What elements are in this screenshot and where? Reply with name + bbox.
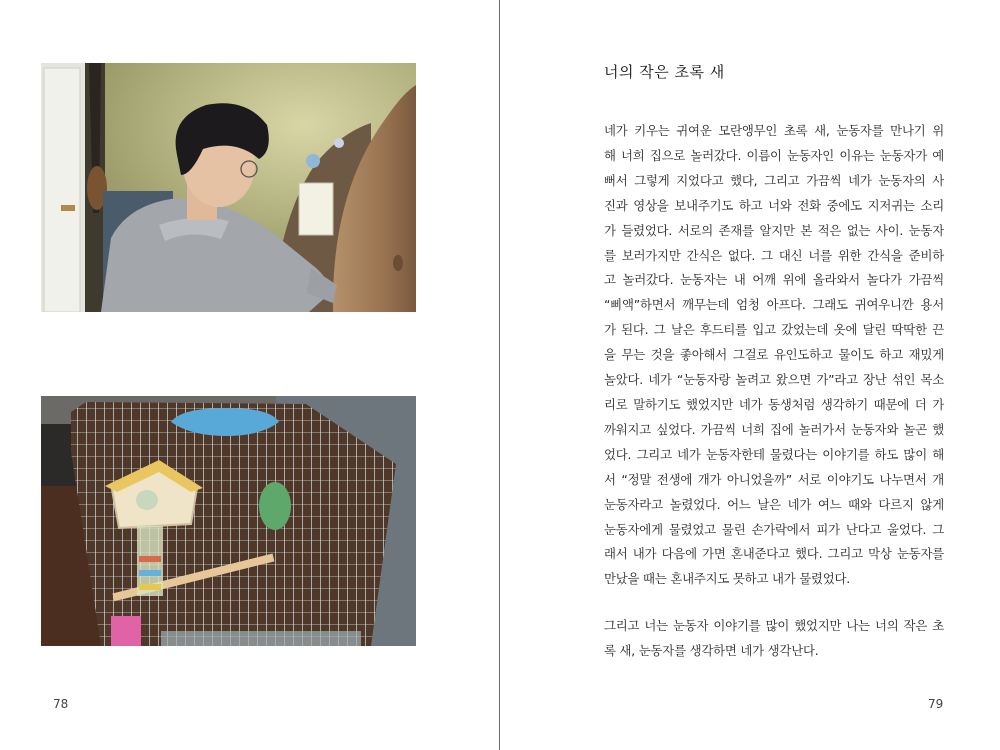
text-line: 눈동자에게 물렸었고 물린 손가락에서 피가 난다고 울었다. 그 (604, 521, 944, 537)
paragraph-2 (604, 614, 944, 664)
page-number-right: 79 (928, 697, 944, 711)
text-line: 놀았다. 네가 “눈동자랑 놀려고 왔으면 가”라고 장난 섞인 목소 (604, 372, 944, 388)
bird-cage-photo (41, 396, 416, 646)
text-line: 네가 키우는 귀여운 모란앵무인 초록 새, 눈동자를 만나기 위 (604, 123, 944, 138)
text-line: 서 “정말 전생에 개가 아니었을까” 서로 이야기도 나누면서 개 (604, 471, 944, 487)
text-line: 었다. 그리고 네가 눈동자한테 물렸다는 이야기를 하도 많이 해 (604, 446, 944, 462)
essay-body (604, 119, 944, 686)
text-line: 눈동자라고 놀렸었다. 어느 날은 네가 여느 때와 다르지 않게 (604, 496, 944, 512)
text-line: “삐액”하면서 깨무는데 엄청 아프다. 그래도 귀여우니깐 용서 (604, 297, 944, 313)
text-line: 그리고 너는 눈동자 이야기를 많이 했었지만 나는 너의 작은 초 (604, 618, 944, 634)
essay-title: 너의 작은 초록 새 (604, 63, 725, 81)
text-line: 록 새, 눈동자를 생각하면 네가 생각난다. (604, 643, 819, 659)
paragraph-1 (604, 119, 944, 592)
text-line: 가 된다. 그 날은 후드티를 입고 갔었는데 옷에 달린 딱딱한 끈 (604, 322, 944, 338)
text-line: 진과 영상을 보내주기도 하고 너와 전화 중에도 지저귀는 소리 (604, 197, 944, 213)
text-line: 가 들렸었다. 서로의 존재를 알지만 본 적은 없는 사이. 눈동자 (604, 222, 944, 238)
right-page (500, 0, 1000, 750)
text-line: 고 놀러갔다. 눈동자는 내 어깨 위에 올라와서 놀다가 가끔씩 (604, 272, 944, 288)
text-line: 래서 내가 다음에 가면 혼내준다고 했다. 그리고 막상 눈동자를 (604, 546, 944, 562)
text-line: 해 너희 집으로 놀러갔다. 이름이 눈동자인 이유는 눈동자가 예 (604, 147, 944, 163)
text-line: 을 무는 것을 좋아해서 그걸로 유인도하고 물이도 하고 재밌게 (604, 347, 944, 363)
text-line: 만났을 때는 혼내주지도 못하고 내가 물렸었다. (604, 571, 851, 587)
person-at-desk-photo (41, 63, 416, 312)
text-line: 뻐서 그렇게 지었다고 했다, 그리고 가끔씩 네가 눈동자의 사 (604, 172, 944, 188)
text-line: 를 보러가지만 간식은 없다. 그 대신 너를 위한 간식을 준비하 (604, 247, 944, 263)
text-line: 리로 말하기도 했었지만 네가 동생처럼 생각하기 때문에 더 가 (604, 396, 944, 412)
text-line: 까워지고 싶었다. 가끔씩 너희 집에 놀러가서 눈동자와 놀곤 했 (604, 421, 944, 437)
page-number-left: 78 (53, 697, 69, 711)
